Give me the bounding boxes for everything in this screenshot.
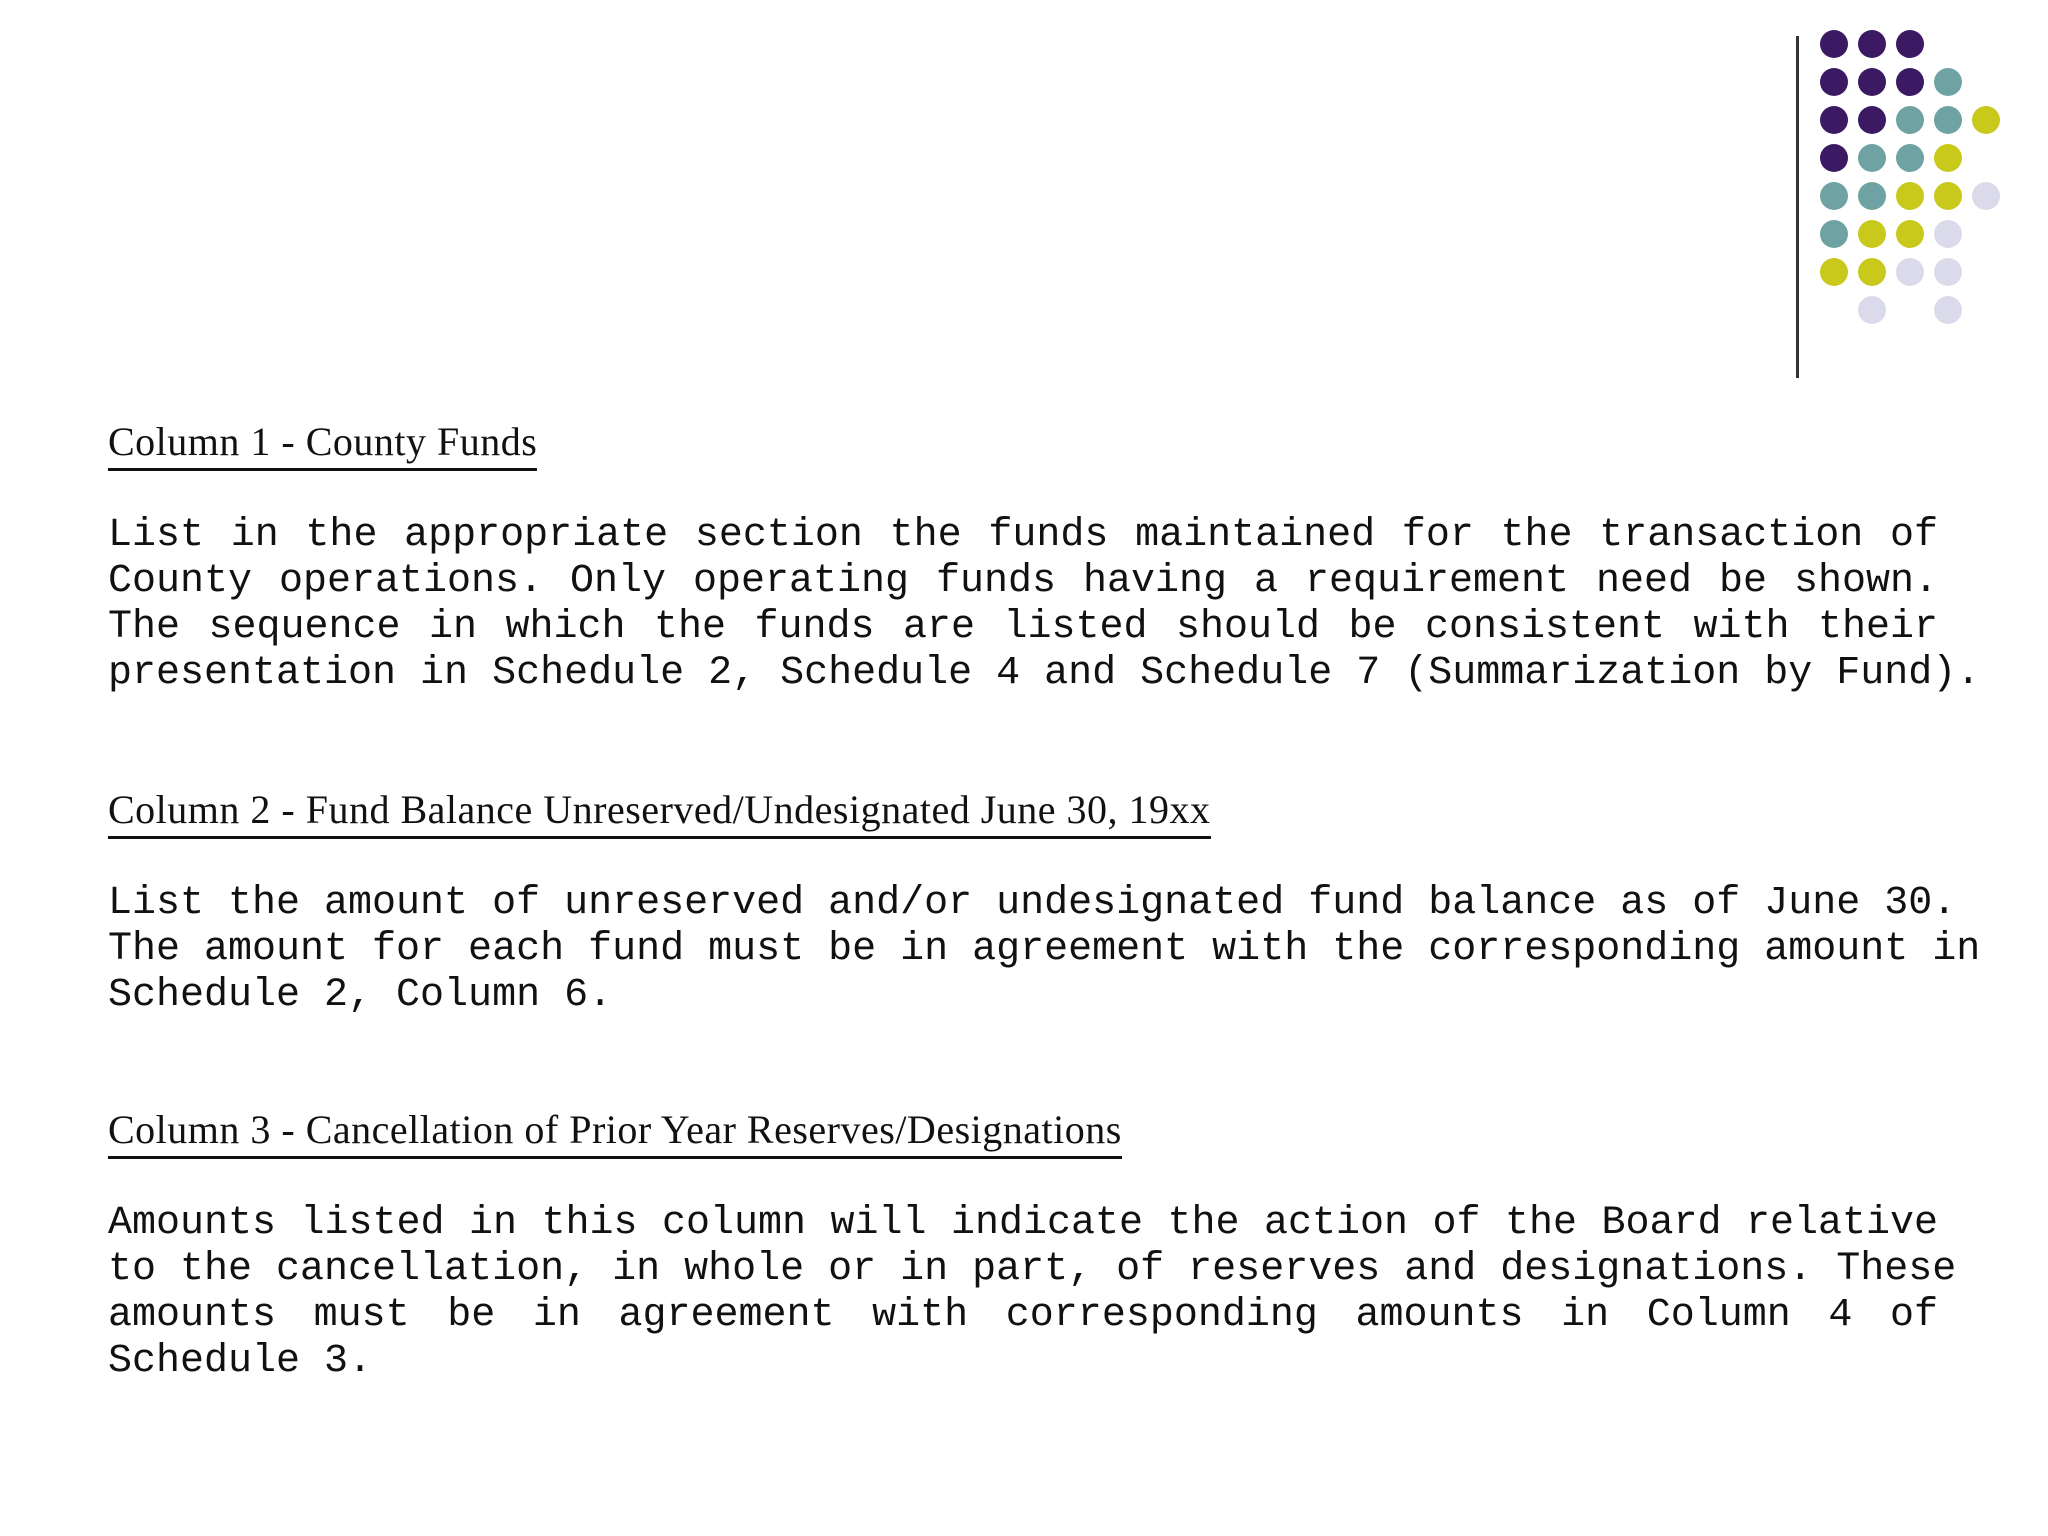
decorative-dot (1858, 182, 1886, 210)
decorative-dot (1820, 258, 1848, 286)
section-column-1 (108, 418, 1981, 697)
body-line: amounts must be in agreement with corresponding amounts in Column 4 of (108, 1293, 1938, 1338)
decorative-dot (1896, 144, 1924, 172)
section-body (108, 1201, 1957, 1385)
decorative-dot (1972, 182, 2000, 210)
decorative-dot (1934, 258, 1962, 286)
decorative-dot (1934, 182, 1962, 210)
body-line: Schedule 2, Column 6. (108, 973, 613, 1018)
decorative-dot (1858, 144, 1886, 172)
decorative-dot (1972, 106, 2000, 134)
section-column-2 (108, 786, 1981, 1019)
decorative-dot-grid (1820, 30, 2040, 330)
section-body (108, 513, 1981, 697)
section-body (108, 881, 1981, 1019)
decorative-dot (1820, 182, 1848, 210)
decorative-dot (1934, 144, 1962, 172)
decorative-dot (1820, 144, 1848, 172)
section-heading: Column 2 - Fund Balance Unreserved/Undesignated June 30, 19xx (108, 786, 1211, 839)
decorative-dot (1896, 30, 1924, 58)
decorative-dot (1820, 30, 1848, 58)
decorative-dot (1858, 68, 1886, 96)
decorative-dot (1896, 182, 1924, 210)
body-line: The sequence in which the funds are listed should be consistent with their (108, 605, 1938, 650)
decorative-dot (1858, 258, 1886, 286)
decorative-dot (1858, 220, 1886, 248)
decorative-dot (1820, 220, 1848, 248)
body-line: List the amount of unreserved and/or undesignated fund balance as of June 30. (108, 881, 1957, 926)
body-line: County operations. Only operating funds having a requirement need be shown. (108, 559, 1938, 604)
decorative-dot (1896, 68, 1924, 96)
decorative-dot (1934, 106, 1962, 134)
vertical-divider-line (1796, 36, 1799, 378)
decorative-dot (1896, 258, 1924, 286)
decorative-dot (1858, 296, 1886, 324)
body-line: List in the appropriate section the funds maintained for the transaction of (108, 513, 1938, 558)
decorative-dot (1934, 220, 1962, 248)
decorative-dot (1896, 220, 1924, 248)
body-line: Amounts listed in this column will indicate the action of the Board relative (108, 1201, 1938, 1246)
decorative-dot (1820, 106, 1848, 134)
section-column-3 (108, 1106, 1957, 1385)
body-line: Schedule 3. (108, 1339, 373, 1384)
decorative-dot (1820, 68, 1848, 96)
body-line: presentation in Schedule 2, Schedule 4 and Schedule 7 (Summarization by Fund). (108, 651, 1981, 696)
decorative-dot (1858, 30, 1886, 58)
decorative-dot (1934, 296, 1962, 324)
section-heading: Column 1 - County Funds (108, 418, 537, 471)
decorative-dot (1858, 106, 1886, 134)
section-heading: Column 3 - Cancellation of Prior Year Reserves/Designations (108, 1106, 1122, 1159)
decorative-dot (1934, 68, 1962, 96)
body-line: The amount for each fund must be in agreement with the corresponding amount in (108, 927, 1981, 972)
body-line: to the cancellation, in whole or in part, of reserves and designations. These (108, 1247, 1957, 1292)
decorative-dot (1896, 106, 1924, 134)
